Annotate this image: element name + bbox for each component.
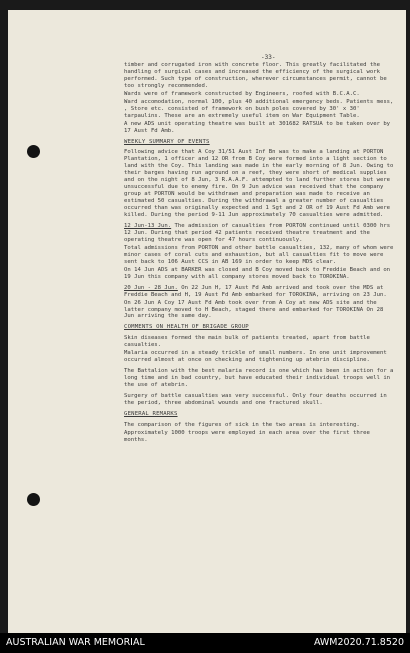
archive-footer: [0, 633, 410, 653]
events-paragraph: On 26 Jun A Coy 17 Aust Fd Amb took over from A Coy at new ADS site and the latter company moved to H Beach, staged there and embarked for TOROKINA On 28 Jun arriving the same day.: [124, 299, 384, 320]
health-paragraph: The Battalion with the best malaria record is one which has been in action for a long time and in bad country, but have educated their individual troops well in the use of atebrin.: [124, 368, 394, 389]
archive-name: AUSTRALIAN WAR MEMORIAL: [6, 637, 145, 648]
document-body: [124, 53, 394, 448]
health-paragraph: Skin diseases formed the main bulk of patients treated, apart from battle casualties.: [124, 335, 370, 349]
health-paragraph: Malaria occurred in a steady trickle of small numbers. In one unit improvement occurred almost at once on checking and tightening up atebrin discipline.: [124, 350, 387, 364]
binder-hole-bottom: [27, 493, 40, 506]
date-range: 12 Jun-13 Jun.: [124, 223, 172, 230]
section-heading-general: GENERAL REMARKS: [124, 410, 178, 417]
document-page: [8, 10, 406, 633]
intro-paragraph: A new ADS unit operating theatre was built at 301682 RATSUA to be taken over by 17 Aust Fd Amb.: [124, 120, 391, 134]
health-paragraph: Surgery of battle casualties was very successful. Only four deaths occurred in the period, three abdominal wounds and one fractured skull.: [124, 393, 387, 406]
general-paragraph: Approximately 1000 troops were employed in each area over the first three months.: [124, 429, 370, 443]
date-range: 20 Jun - 28 Jun.: [124, 284, 178, 291]
archive-reference: AWM2020.71.8520: [313, 637, 404, 648]
general-paragraph: The comparison of the figures of sick in the two areas is interesting.: [124, 421, 360, 428]
page-number: -33-: [261, 54, 276, 61]
intro-paragraph: timber and corrugated iron with concrete floor. This greatly facilitated the handling of surgical cases and increased the efficiency of the surgical work performed. Such type of construction, wherever circumstances permit, cannot be too strongly recommended.: [124, 62, 387, 89]
intro-paragraph: Ward accomodation, normal 100, plus 40 additional emergency beds. Patients mess, , Store etc. consisted of framework on bush poles covered by 30' x 30' tarpaulins. These are an extremely useful item on War Equipment Table.: [124, 98, 394, 119]
intro-paragraph: Wards were of framework constructed by Engineers, roofed with B.C.A.C.: [124, 90, 360, 97]
section-heading-health: COMMENTS ON HEALTH OF BRIGADE GROUP: [124, 324, 249, 331]
events-paragraph-20jun: 20 Jun - 28 Jun. On 22 Jun H, 17 Aust Fd Amb arrived and took over the MDS at Freddie Beach and H, 19 Aust Fd Amb embarked for TOROKINA, arriving on 23 Jun.: [124, 284, 387, 298]
events-paragraph: Following advice that A Coy 31/51 Aust Inf Bn was to make a landing at PORTON Plantation, 1 officer and 12 OR from B Coy were formed into a light section to land with the Coy. This landing was made in the early morning of 8 Jun. Owing to their barges having run aground on a reef, they were short of medical supplies and on the night of 8 Jun, 3 R.A.A.F. attempted to land further stores but were unsuccessful due to enemy fire. On 9 Jun advice was received that the company group at PORTON would be withdrawn and preparation was made to receive an estimated 50 casualties. During the withdrawal a greater number of casualties occurred than was originally expected and 1 Sgt and 2 OR of 19 Aust Fd Amb were killed. During the period 9-11 Jun approximately 70 casualties were admitted.: [124, 149, 394, 219]
section-heading-events: WEEKLY SUMMARY OF EVENTS: [124, 138, 210, 145]
events-paragraph-12jun: 12 Jun-13 Jun. The admission of casualties from PORTON continued until 0300 hrs 12 Jun. During that period 42 patients received theatre treatment and the operating theatre was open for 47 hours continuously.: [124, 223, 391, 243]
binder-hole-top: [27, 145, 40, 158]
events-paragraph: On 14 Jun ADS at BARKER was closed and B Coy moved back to Freddie Beach and on 19 Jun this company with all company stores moved back to TOROKINA.: [124, 266, 391, 280]
events-paragraph: Total admissions from PORTON and other battle casualties, 132, many of whom were minor cases of coral cuts and exhaustion, but all casualties fit to move were sent back to 106 Aust CCS in AB 169 in order to keep MDS clear.: [124, 244, 394, 265]
